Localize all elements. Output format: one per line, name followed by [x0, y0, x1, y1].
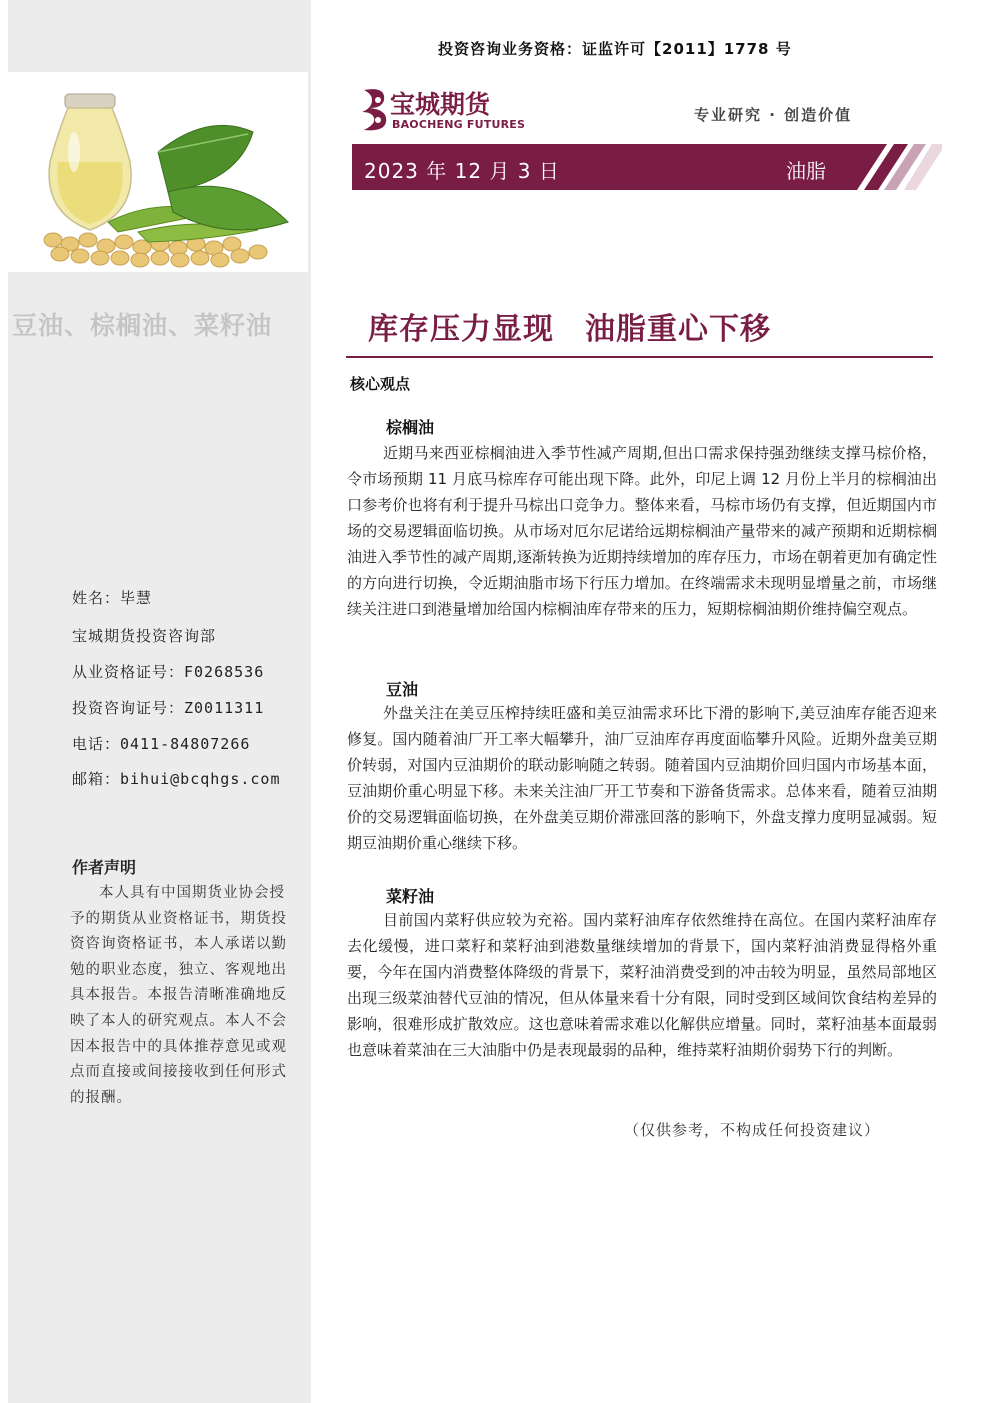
core-view-title: 核心观点 — [350, 375, 411, 393]
section-title-soybean-oil: 豆油 — [386, 680, 419, 699]
phone: 电话：0411-84807266 — [72, 735, 251, 753]
oil-jar-soybean-illustration — [8, 72, 308, 272]
section-text-rapeseed-oil: 目前国内菜籽供应较为充裕。国内菜籽油库存依然维持在高位。在国内菜籽油库存去化缓慢，进口菜籽和菜籽油到港数量继续增加的背景下，国内菜籽油消费显得格外重要，今年在国内消费整体降级的背景下，菜籽油消费受到的冲击较为明显，虽然局部地区出现三级菜油替代豆油的情况，但从体量来看十分有限，同时受到区域间饮食结构差异的影响，很难形成扩散效应。这也意味着需求难以化解供应增量。同时，菜籽油基本面最弱也意味着菜油在三大油脂中仍是表现最弱的品种，维持菜籽油期价弱势下行的判断。 — [347, 911, 937, 1059]
declaration-text: 本人具有中国期货业协会授予的期货从业资格证书，期货投资咨询资格证书，本人承诺以勤勉的职业态度，独立、客观地出具本报告。本报告清晰准确地反映了本人的研究观点。本人不会因本报告中的具体推荐意见或观点而直接或间接接收到任何形式的报酬。 — [70, 885, 287, 1106]
logo-chinese-name: 宝城期货 — [390, 90, 491, 119]
section-title-rapeseed-oil: 菜籽油 — [386, 887, 435, 906]
section-text-soybean-oil: 外盘关注在美豆压榨持续旺盛和美豆油需求环比下滑的影响下,美豆油库存能否迎来修复。国内随着油厂开工率大幅攀升，油厂豆油库存再度面临攀升风险。近期外盘美豆期价转弱，对国内豆油期价的联动影响随之转弱。随着国内豆油期价回归国内市场基本面，豆油期价重心明显下移。未来关注油厂开工节奏和下游备货需求。总体来看，随着豆油期价的交易逻辑面临切换，在外盘美豆期价滞涨回落的影响下，外盘支撑力度明显减弱。短期豆油期价重心继续下移。 — [347, 704, 937, 852]
report-date: 2023 年 12 月 3 日 — [364, 159, 560, 183]
section-title-palm-oil: 棕榈油 — [386, 418, 435, 437]
soybean-oil-image — [8, 72, 308, 272]
license-line: 投资咨询业务资格：证监许可【2011】1778 号 — [438, 40, 792, 58]
sidebar-title: 豆油、棕榈油、菜籽油 — [12, 311, 273, 340]
report-category: 油脂 — [786, 159, 826, 183]
qualification-number: 从业资格证号：F0268536 — [72, 663, 265, 681]
slogan: 专业研究 · 创造价值 — [694, 106, 853, 124]
logo-english-name: BAOCHENG FUTURES — [392, 118, 526, 131]
email[interactable]: 邮箱：bihui@bcqhgs.com — [72, 770, 281, 788]
disclaimer: （仅供参考，不构成任何投资建议） — [624, 1121, 881, 1139]
consulting-number: 投资咨询证号：Z0011311 — [72, 699, 265, 717]
section-text-palm-oil: 近期马来西亚棕榈油进入季节性减产周期,但出口需求保持强劲继续支撑马棕价格，令市场预期 11 月底马棕库存可能出现下降。此外，印尼上调 12 月份上半月的棕榈油出口参考价也将有利于提升马棕出口竞争力。整体来看，马棕市场仍有支撑，但近期国内市场的交易逻辑面临切换。从市场对厄尔尼诺给远期棕榈油产量带来的减产预期和近期棕榈油进入季节性的减产周期,逐渐转换为近期持续增加的库存压力，市场在朝着更加有确定性的方向进行切换，令近期油脂市场下行压力增加。在终端需求未现明显增量之前，市场继续关注进口到港量增加给国内棕榈油库存带来的压力，短期棕榈油期价维持偏空观点。 — [347, 444, 937, 618]
headline-divider — [346, 356, 933, 358]
headline: 库存压力显现 油脂重心下移 — [368, 312, 771, 347]
author-name: 姓名：毕慧 — [72, 589, 153, 607]
department: 宝城期货投资咨询部 — [72, 627, 217, 645]
declaration-title: 作者声明 — [72, 858, 137, 877]
